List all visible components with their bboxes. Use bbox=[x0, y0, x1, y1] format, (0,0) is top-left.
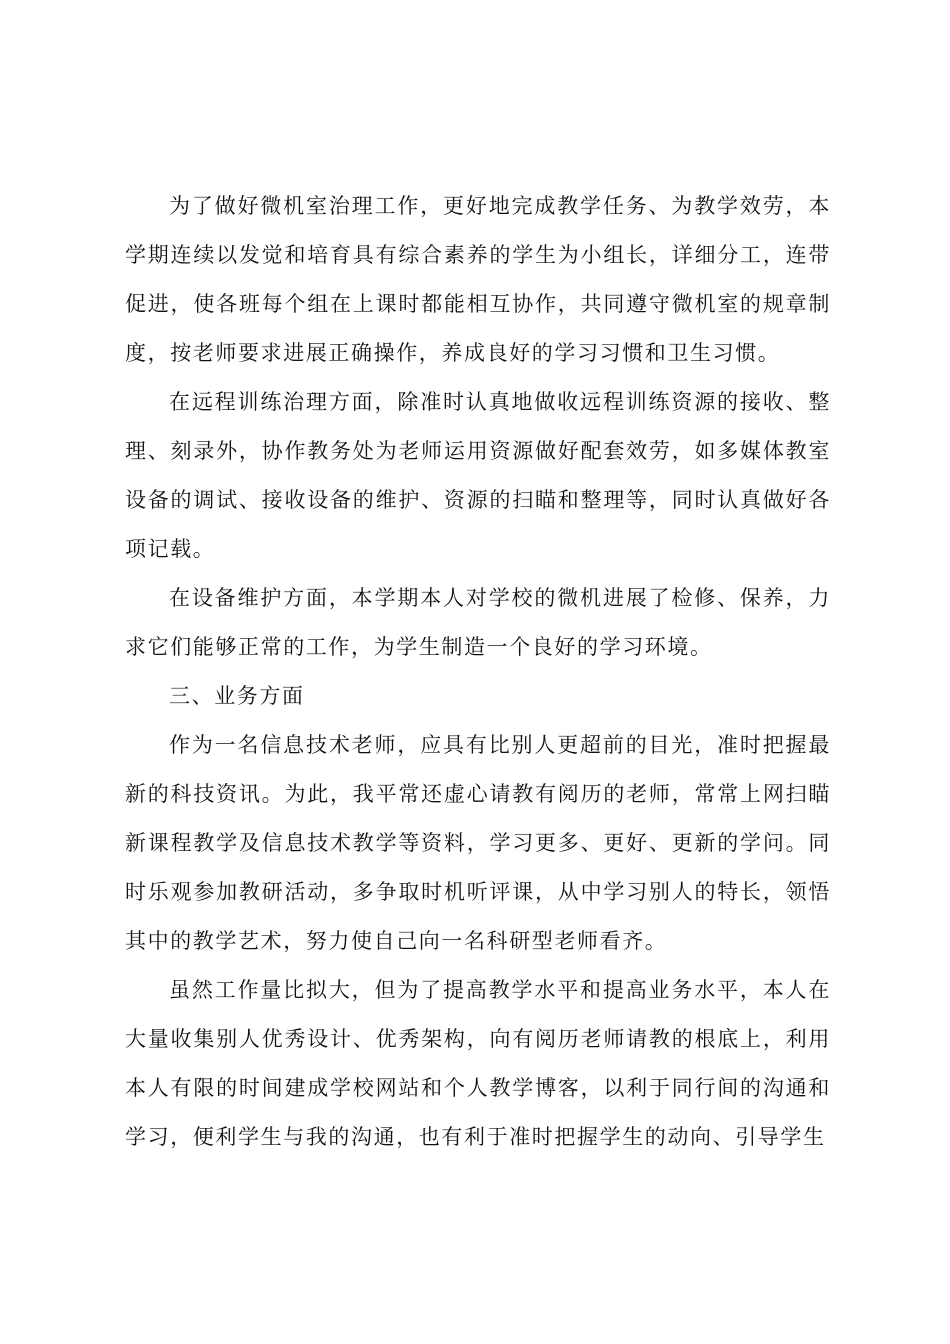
paragraph-equipment-maintenance: 在设备维护方面，本学期本人对学校的微机进展了检修、保养，力求它们能够正常的工作，为学生制造一个良好的学习环境。 bbox=[125, 586, 831, 659]
section-heading: 三、业务方面 bbox=[169, 684, 305, 708]
document-body bbox=[125, 182, 831, 1162]
paragraph-remote-training: 在远程训练治理方面，除准时认真地做收远程训练资源的接收、整理、刻录外，协作教务处为老师运用资源做好配套效劳，如多媒体教室设备的调试、接收设备的维护、资源的扫瞄和整理等，同时认真做好各项记载。 bbox=[125, 390, 831, 561]
paragraph-professional-development: 作为一名信息技术老师，应具有比别人更超前的目光，准时把握最新的科技资讯。为此，我平常还虚心请教有阅历的老师，常常上网扫瞄新课程教学及信息技术教学等资料，学习更多、更好、更新的学问。同时乐观参加教研活动，多争取时机听评课，从中学习别人的特长，领悟其中的教学艺术，努力使自己向一名科研型老师看齐。 bbox=[125, 733, 831, 953]
paragraph-website-blog: 虽然工作量比拟大，但为了提高教学水平和提高业务水平，本人在大量收集别人优秀设计、优秀架构，向有阅历老师请教的根底上，利用本人有限的时间建成学校网站和个人教学博客，以利于同行间的沟通和学习，便利学生与我的沟通，也有利于准时把握学生的动向、引导学生 bbox=[125, 978, 831, 1149]
paragraph-lab-management: 为了做好微机室治理工作，更好地完成教学任务、为教学效劳，本学期连续以发觉和培育具有综合素养的学生为小组长，详细分工，连带促进，使各班每个组在上课时都能相互协作，共同遵守微机室的规章制度，按老师要求进展正确操作，养成良好的学习习惯和卫生习惯。 bbox=[125, 194, 831, 365]
